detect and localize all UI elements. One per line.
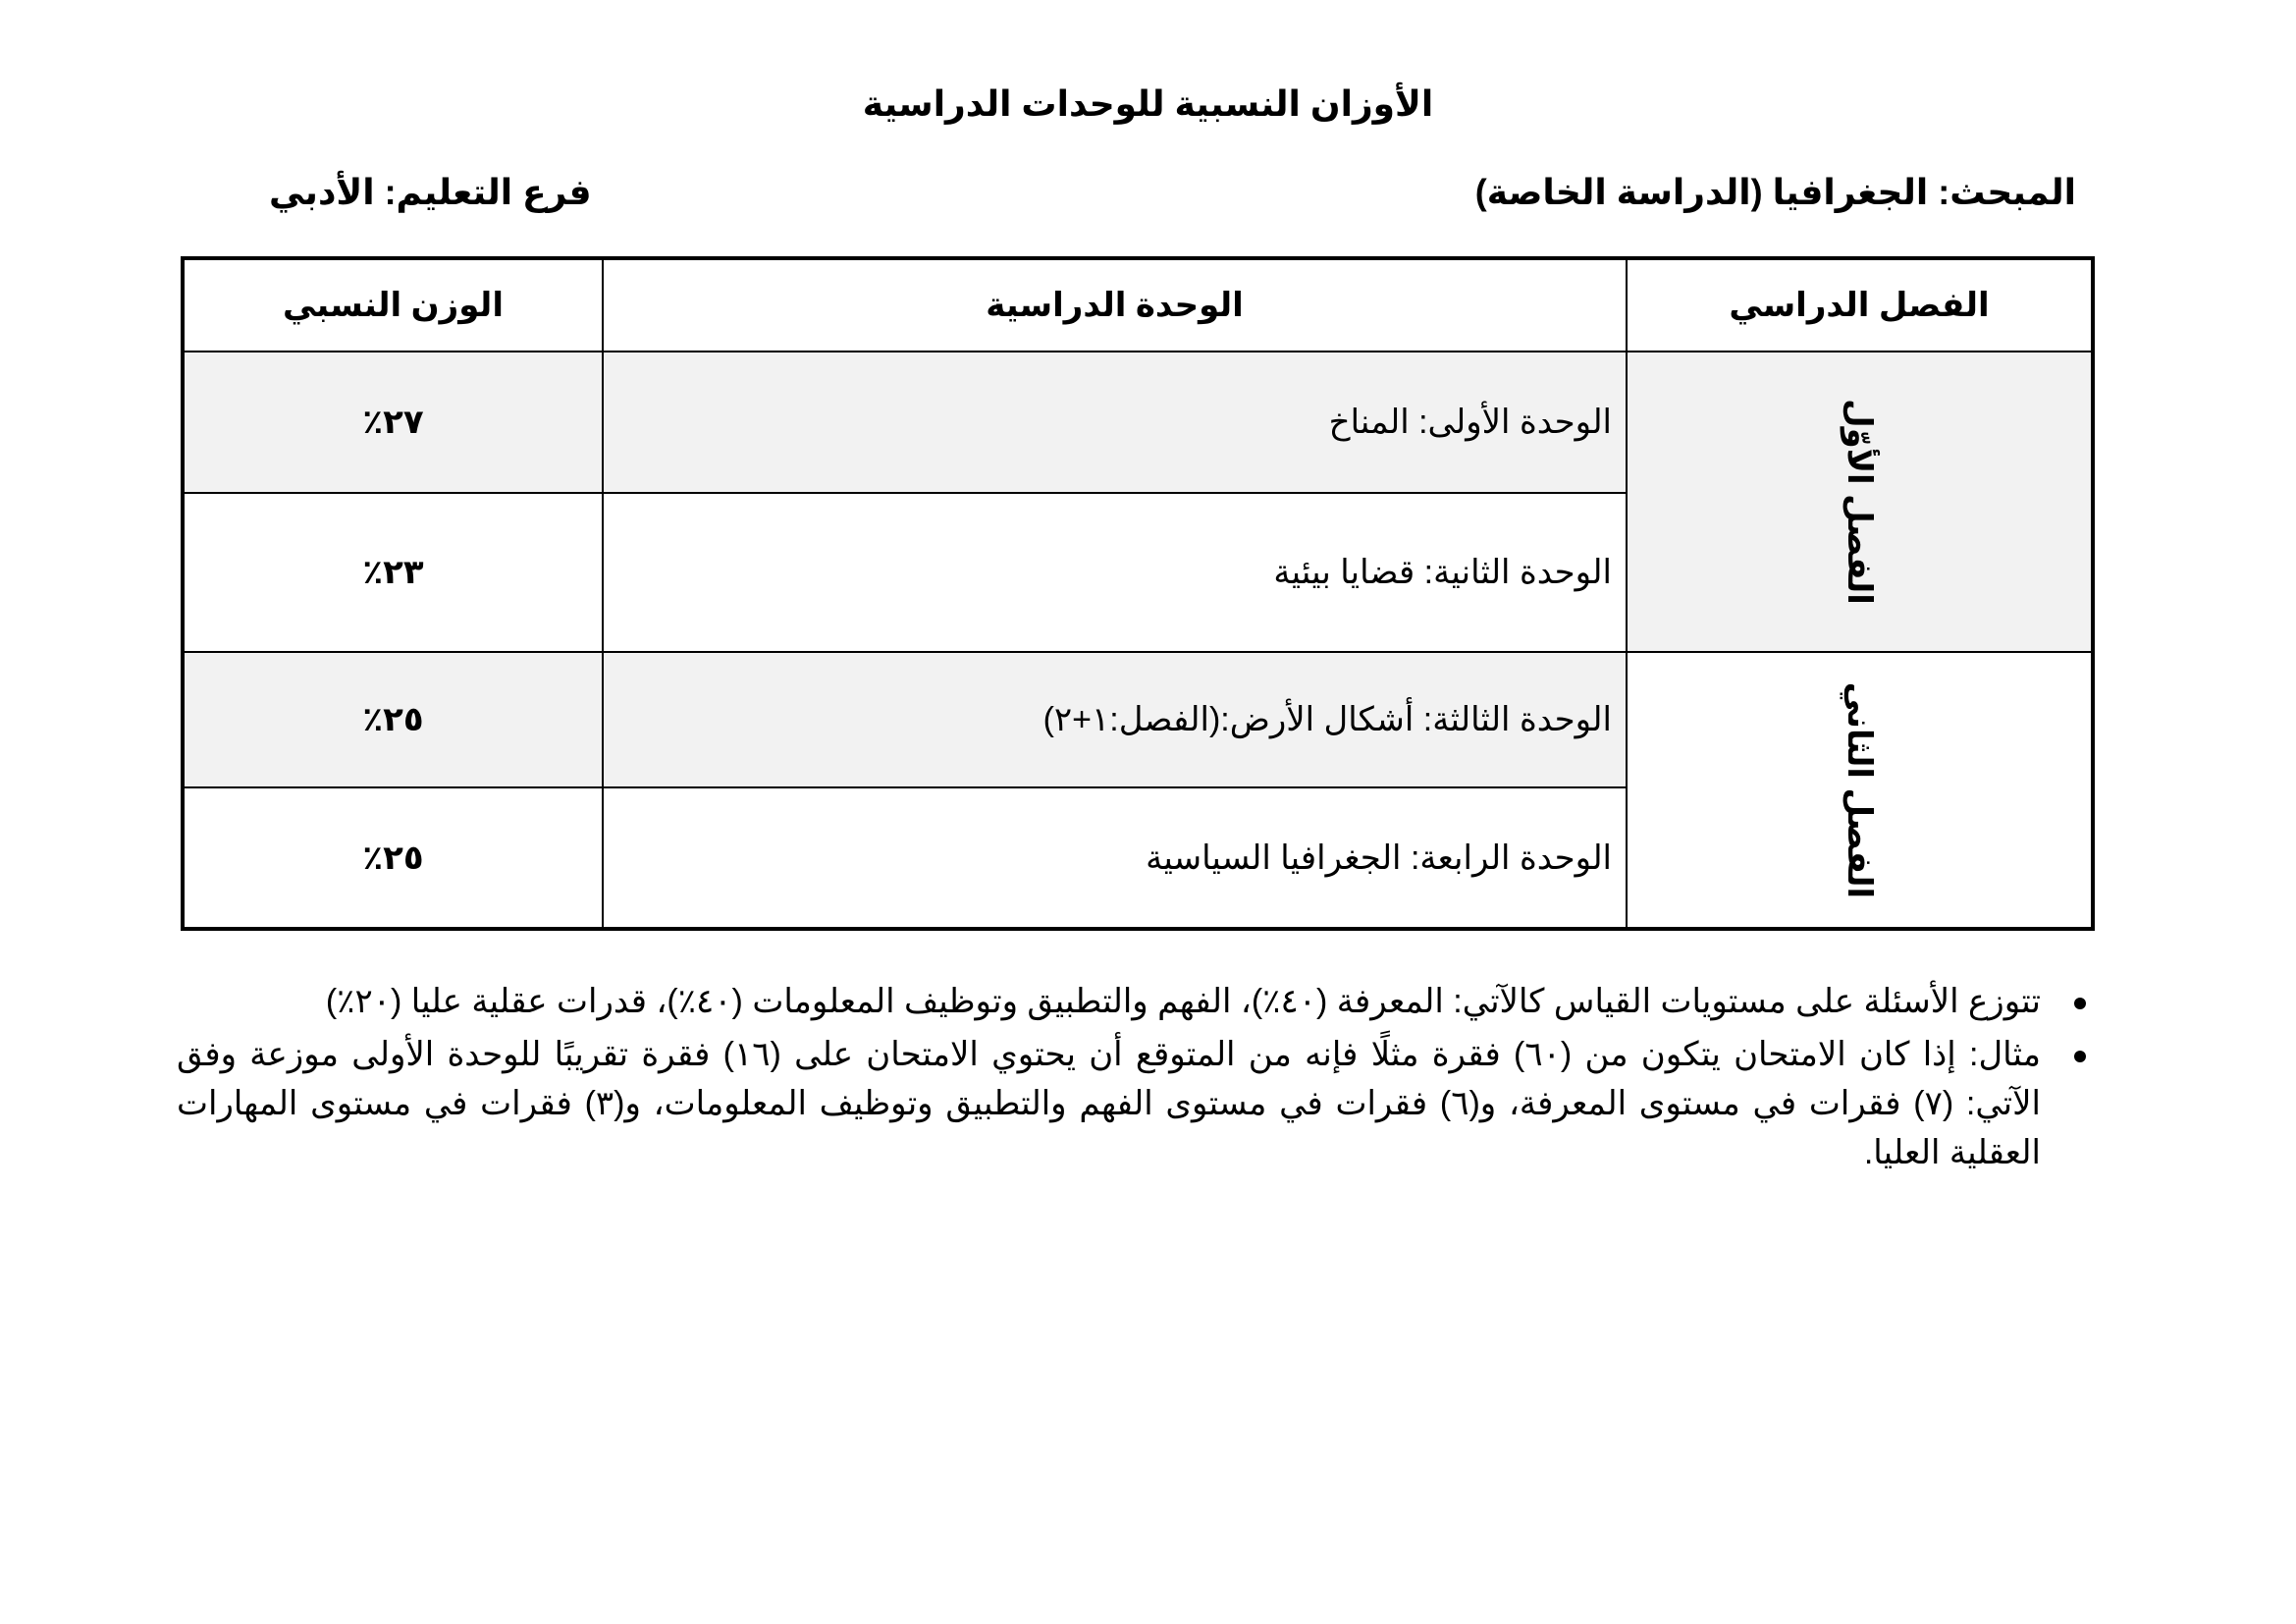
note-text: تتوزع الأسئلة على مستويات القياس كالآتي: المعرفة (٤٠٪)، الفهم والتطبيق وتوظيف المعلومات (٤٠٪)، قدرات عقلية عليا (٢٠٪) xyxy=(325,983,2041,1020)
weights-table xyxy=(181,256,2095,931)
table-row xyxy=(183,652,2093,787)
weight-cell: ٢٥٪ xyxy=(183,787,603,929)
unit-cell: الوحدة الأولى: المناخ xyxy=(603,352,1627,493)
page-title: الأوزان النسبية للوحدات الدراسية xyxy=(862,83,1434,124)
note-text: مثال: إذا كان الامتحان يتكون من (٦٠) فقرة مثلًا فإنه من المتوقع أن يحتوي الامتحان على (١٦) فقرة تقريبًا للوحدة الأولى موزعة وفق الآتي: (٧) فقرات في مستوى المعرفة، و(٦) فقرات في مستوى الفهم والتطبيق وتوظيف المعلومات، و(٣) فقرات في مستوى المهارات العقلية العليا. xyxy=(177,1036,2041,1171)
unit-cell: الوحدة الثانية: قضايا بيئية xyxy=(603,493,1627,652)
bullet-icon xyxy=(2074,998,2086,1009)
unit-cell: الوحدة الثالثة: أشكال الأرض:(الفصل:١+٢) xyxy=(603,652,1627,787)
bullet-icon xyxy=(2074,1051,2086,1062)
table-header-row xyxy=(183,258,2093,352)
header-term: الفصل الدراسي xyxy=(1627,258,2093,352)
weight-cell: ٢٥٪ xyxy=(183,652,603,787)
unit-cell: الوحدة الرابعة: الجغرافيا السياسية xyxy=(603,787,1627,929)
weight-cell: ٢٣٪ xyxy=(183,493,603,652)
header-weight: الوزن النسبي xyxy=(183,258,603,352)
term-cell-second xyxy=(1627,652,2093,929)
subject-line: المبحث: الجغرافيا (الدراسة الخاصة) xyxy=(1474,172,2076,212)
notes-list xyxy=(177,977,2086,1181)
term-cell-first xyxy=(1627,352,2093,652)
branch-line: فرع التعليم: الأدبي xyxy=(269,172,592,212)
header-unit: الوحدة الدراسية xyxy=(603,258,1627,352)
term-label-first: الفصل الأوّل xyxy=(1840,399,1878,605)
table-row xyxy=(183,352,2093,493)
list-item xyxy=(177,977,2086,1026)
term-label-second: الفصل الثاني xyxy=(1840,681,1878,898)
list-item xyxy=(177,1030,2086,1177)
weight-cell: ٢٧٪ xyxy=(183,352,603,493)
